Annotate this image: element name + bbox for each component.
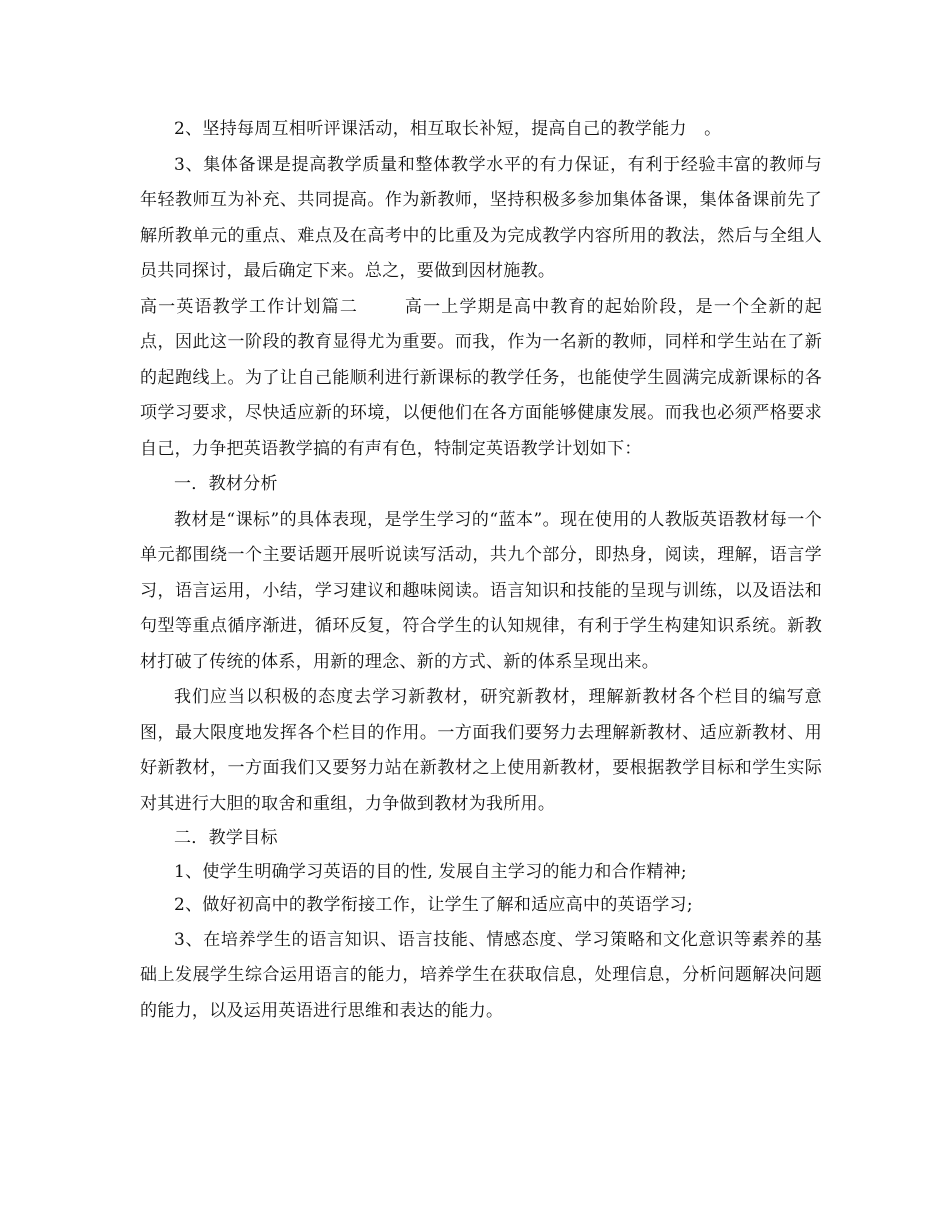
paragraph-textbook-attitude: 我们应当以积极的态度去学习新教材，研究新教材，理解新教材各个栏目的编写意图，最大限度地发挥各个栏目的作用。一方面我们要努力去理解新教材、适应新教材、用好新教材，一方面我们又要努力站在新教材之上使用新教材，要根据教学目标和学生实际对其进行大胆的取舍和重组，力争做到教材为我所用。 xyxy=(140,687,822,814)
paragraph-plan-intro xyxy=(140,290,822,468)
paragraph-listen-evaluate: 2、坚持每周互相听评课活动，相互取长补短，提高自己的教学能力 。 xyxy=(174,119,722,139)
document-body xyxy=(140,112,822,1029)
section-title: 高一英语教学工作计划篇二 xyxy=(140,296,359,317)
goal-item-1: 1、使学生明确学习英语的目的性, 发展自主学习的能力和合作精神; xyxy=(174,861,687,882)
paragraph-textbook-description: 教材是“课标”的具体表现，是学生学习的“蓝本”。现在使用的人教版英语教材每一个单元都围绕一个主要话题开展听说读写活动，共九个部分，即热身，阅读，理解，语言学习，语言运用，小结，学习建议和趣味阅读。语言知识和技能的呈现与训练，以及语法和句型等重点循序渐进，循环反复，符合学生的认知规律，有利于学生构建知识系统。新教材打破了传统的体系，用新的理念、新的方式、新的体系呈现出来。 xyxy=(140,509,822,672)
goal-item-3: 3、在培养学生的语言知识、语言技能、情感态度、学习策略和文化意识等素养的基础上发展学生综合运用语言的能力，培养学生在获取信息，处理信息，分析问题解决问题的能力，以及运用英语进行思维和表达的能力。 xyxy=(140,929,822,1021)
heading-textbook-analysis: 一．教材分析 xyxy=(174,474,278,494)
plan-intro-text: 高一上学期是高中教育的起始阶段，是一个全新的起点，因此这一阶段的教育显得尤为重要。而我，作为一名新的教师，同样和学生站在了新的起跑线上。为了让自己能顺利进行新课标的教学任务，也能使学生圆满完成新课标的各项学习要求，尽快适应新的环境，以便他们在各方面能够健康发展。而我也必须严格要求自己，力争把英语教学搞的有声有色，特制定英语教学计划如下： xyxy=(140,296,822,459)
goal-item-2: 2、做好初高中的教学衔接工作，让学生了解和适应高中的英语学习; xyxy=(174,895,693,915)
heading-teaching-goals: 二．教学目标 xyxy=(174,828,278,848)
paragraph-collective-lesson-prep: 3、集体备课是提高教学质量和整体教学水平的有力保证，有利于经验丰富的教师与年轻教师互为补充、共同提高。作为新教师，坚持积极多参加集体备课，集体备课前先了解所教单元的重点、难点及在高考中的比重及为完成教学内容所用的教法，然后与全组人员共同探讨，最后确定下来。总之，要做到因材施教。 xyxy=(140,154,822,281)
